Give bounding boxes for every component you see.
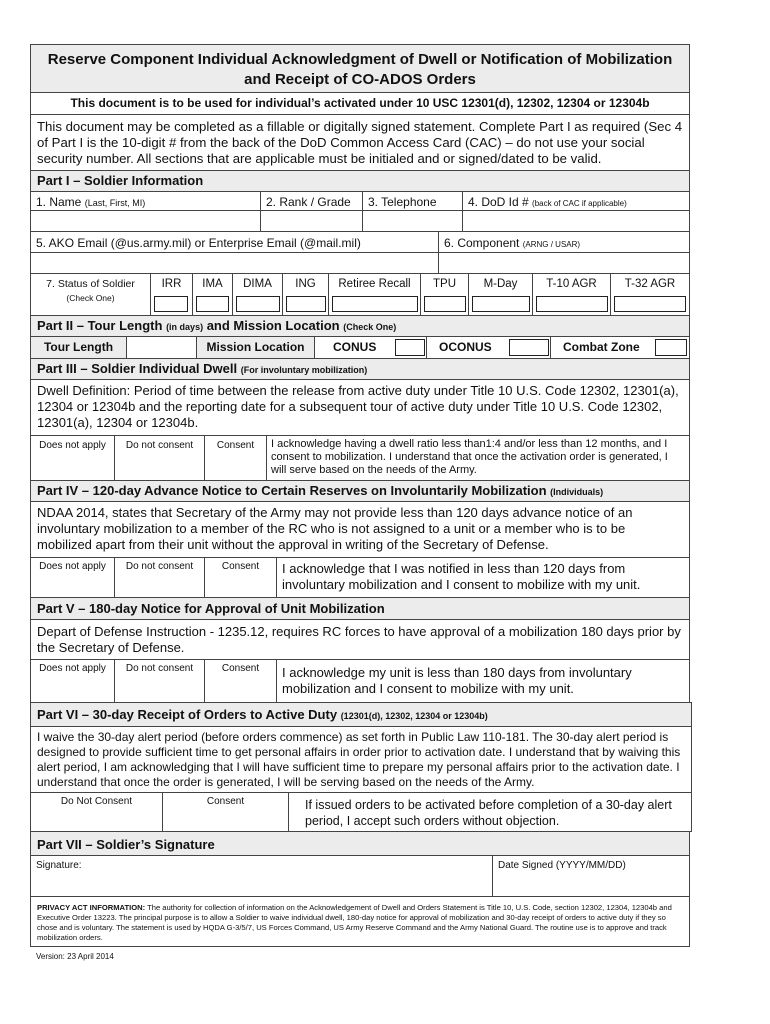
status-label: 7. Status of Soldier bbox=[46, 278, 135, 290]
tour-length-input[interactable] bbox=[126, 336, 196, 358]
status-ing-label: ING bbox=[295, 278, 316, 290]
status-irr-cell bbox=[150, 273, 192, 315]
phone-label: 3. Telephone bbox=[368, 195, 437, 209]
component-label: 6. Component bbox=[444, 236, 520, 250]
part5-opt1-label: Does not apply bbox=[39, 663, 106, 674]
status-retiree-label: Retiree Recall bbox=[338, 278, 411, 290]
conus-cell bbox=[314, 336, 426, 358]
part5-heading bbox=[30, 597, 690, 619]
part3-ack-text: I acknowledge having a dwell ratio less than1:4 and/or less than 12 months, and I consent to mobilization. I understand that once the activation order is generated, I will serve based on the needs of the Army. bbox=[271, 438, 668, 476]
status-t32agr-checkbox[interactable] bbox=[614, 296, 686, 312]
dwell-definition-text: Dwell Definition: Period of time between the release from active duty under Title 10 U.S. Code 12302, 12301(a), 12304 or 12304b and the reporting date for a subsequent tour of active duty under Title 10 U.S. Code 12302, 12301(a), 12304 or 12304b. bbox=[37, 383, 679, 430]
part3-consent[interactable] bbox=[204, 435, 266, 480]
status-retiree-checkbox[interactable] bbox=[332, 296, 418, 312]
status-label-cell bbox=[30, 273, 150, 315]
form-title-line2: and Receipt of CO-ADOS Orders bbox=[244, 71, 476, 88]
status-tpu-label: TPU bbox=[433, 278, 456, 290]
date-signed-field[interactable] bbox=[492, 855, 690, 897]
email-label-cell bbox=[30, 231, 438, 253]
part3-heading-text: Part III – Soldier Individual Dwell bbox=[37, 361, 238, 376]
status-dima-label: DIMA bbox=[243, 278, 272, 290]
part2-heading-hint: (Check One) bbox=[343, 322, 397, 332]
status-t32agr-cell bbox=[610, 273, 690, 315]
part3-heading-hint: (For involuntary mobilization) bbox=[240, 365, 368, 375]
part7-heading bbox=[30, 832, 690, 855]
phone-input[interactable] bbox=[362, 211, 462, 231]
status-t32agr-label: T-32 AGR bbox=[624, 278, 676, 290]
oconus-cell bbox=[426, 336, 550, 358]
part3-opt3-label: Consent bbox=[216, 440, 255, 451]
component-hint: (ARNG / USAR) bbox=[522, 240, 581, 249]
part4-ack bbox=[276, 557, 690, 597]
mission-location-text: Mission Location bbox=[206, 340, 305, 354]
dwell-definition bbox=[30, 379, 690, 435]
part4-opt1-label: Does not apply bbox=[39, 561, 106, 572]
phone-label-cell bbox=[362, 191, 462, 211]
part1-heading-text: Part I – Soldier Information bbox=[37, 173, 204, 188]
part3-ack bbox=[266, 435, 690, 480]
part6-text-content: I waive the 30-day alert period (before orders commence) as set forth in Public Law 110-181. The 30-day alert period is designed to provide sufficient time to get personal affairs in order prior to activation date. I understand that by waiving this alert period, I am acknowledging that I will have sufficient time to prepare my personal affairs prior to the activation date. I understand that once the order is generated, I will be serving based on the needs of the Army. bbox=[37, 730, 681, 789]
privacy-head: PRIVACY ACT INFORMATION: bbox=[37, 903, 146, 912]
combat-zone-label: Combat Zone bbox=[563, 340, 640, 354]
status-ing-checkbox[interactable] bbox=[286, 296, 326, 312]
status-irr-label: IRR bbox=[161, 278, 182, 290]
name-hint: (Last, First, MI) bbox=[84, 198, 146, 208]
version-text: Version: 23 April 2014 bbox=[36, 952, 114, 961]
dodid-label: 4. DoD Id # bbox=[468, 195, 529, 209]
dodid-input[interactable] bbox=[462, 211, 690, 231]
email-input[interactable] bbox=[30, 253, 438, 273]
status-irr-checkbox[interactable] bbox=[154, 296, 188, 312]
version-label bbox=[36, 952, 114, 961]
status-ima-checkbox[interactable] bbox=[196, 296, 229, 312]
status-mday-label: M-Day bbox=[483, 278, 518, 290]
name-label-cell bbox=[30, 191, 260, 211]
part5-ack bbox=[276, 659, 690, 702]
usage-note-text: This document is to be used for individual’s activated under 10 USC 12301(d), 12302, 12304 or 12304b bbox=[70, 96, 650, 110]
part4-do-not-consent[interactable] bbox=[114, 557, 204, 597]
part5-ack-text: I acknowledge my unit is less than 180 days from involuntary mobilization and I consent to mobilize with my unit. bbox=[282, 665, 632, 696]
part6-heading-hint: (12301(d), 12302, 12304 or 12304b) bbox=[340, 711, 488, 721]
mission-location-label bbox=[196, 336, 314, 358]
status-mday-checkbox[interactable] bbox=[472, 296, 530, 312]
part4-consent[interactable] bbox=[204, 557, 276, 597]
usage-note bbox=[30, 92, 690, 114]
status-t10agr-checkbox[interactable] bbox=[536, 296, 608, 312]
part4-ack-text: I acknowledge that I was notified in less than 120 days from involuntary mobilization and I consent to mobilize with my unit. bbox=[282, 561, 641, 592]
status-ima-label: IMA bbox=[202, 278, 223, 290]
part6-opt2-label: Consent bbox=[206, 796, 245, 807]
part3-heading bbox=[30, 358, 690, 379]
part5-text bbox=[30, 619, 690, 659]
part6-heading-text: Part VI – 30-day Receipt of Orders to Active Duty bbox=[37, 707, 338, 722]
part5-text-content: Depart of Defense Instruction - 1235.12, requires RC forces to have approval of a mobilization 180 days prior by the Secretary of Defense. bbox=[37, 624, 681, 655]
part2-heading-text: Part II – Tour Length bbox=[37, 318, 163, 333]
part4-heading-hint: (Individuals) bbox=[550, 487, 604, 497]
signature-field[interactable] bbox=[30, 855, 492, 897]
part4-does-not-apply[interactable] bbox=[30, 557, 114, 597]
component-label-cell bbox=[438, 231, 690, 253]
status-ima-cell bbox=[192, 273, 232, 315]
instructions bbox=[30, 114, 690, 170]
status-retiree-cell bbox=[328, 273, 420, 315]
part6-consent[interactable] bbox=[162, 792, 288, 832]
name-input[interactable] bbox=[30, 211, 260, 231]
status-t10agr-cell bbox=[532, 273, 610, 315]
status-tpu-cell bbox=[420, 273, 468, 315]
part4-opt3-label: Consent bbox=[221, 561, 260, 572]
part5-do-not-consent[interactable] bbox=[114, 659, 204, 702]
combat-zone-cell bbox=[550, 336, 690, 358]
status-t10agr-label: T-10 AGR bbox=[546, 278, 597, 290]
oconus-checkbox[interactable] bbox=[509, 339, 549, 356]
component-input[interactable] bbox=[438, 253, 690, 273]
part6-ack bbox=[288, 792, 692, 832]
part3-does-not-apply[interactable] bbox=[30, 435, 114, 480]
status-ing-cell bbox=[282, 273, 328, 315]
part5-consent[interactable] bbox=[204, 659, 276, 702]
part2-heading bbox=[30, 315, 690, 336]
part4-text-content: NDAA 2014, states that Secretary of the Army may not provide less than 120 days advance notice of an involuntary mobilization to a member of the RC who is not assigned to a unit or a member who is to be mobilized apart from their unit without the approval in writing of the Secretary of Defense. bbox=[37, 505, 633, 552]
part4-heading-text: Part IV – 120-day Advance Notice to Certain Reserves on Involuntarily Mobilization bbox=[37, 483, 547, 498]
part5-opt2-label: Do not consent bbox=[125, 663, 194, 674]
date-signed-label: Date Signed (YYYY/MM/DD) bbox=[498, 860, 626, 871]
rank-label: 2. Rank / Grade bbox=[266, 195, 351, 209]
part4-text bbox=[30, 501, 690, 557]
status-dima-cell bbox=[232, 273, 282, 315]
part6-ack-text: If issued orders to be activated before completion of a 30-day alert period, I accept such orders without objection. bbox=[305, 798, 672, 828]
part1-heading bbox=[30, 170, 690, 191]
dodid-label-cell bbox=[462, 191, 690, 211]
combat-zone-checkbox[interactable] bbox=[655, 339, 687, 356]
rank-label-cell bbox=[260, 191, 362, 211]
form-title-line1: Reserve Component Individual Acknowledgment of Dwell or Notification of Mobilization bbox=[47, 51, 673, 68]
privacy-text: The authority for collection of information on the Acknowledgement of Dwell and Orders Statement is Title 10, U.S. Code, section 12302, 12304, 12304b and Executive Order 13223. The principal purpose is to allow a Soldier to waive individual dwell, 180-day notice for approval of mobilization and 30-day receipt of orders to active duty if they so chose and is voluntary. The statement is used by HQDA G-3/5/7, US Forces Command, US Army Reserve Command and the Army National Guard. The routine use is to approve and track mobilization orders. bbox=[37, 903, 672, 942]
status-hint: (Check One) bbox=[66, 293, 115, 303]
part2-heading-rest: and Mission Location bbox=[206, 318, 340, 333]
part6-heading bbox=[30, 702, 692, 726]
oconus-label: OCONUS bbox=[439, 340, 492, 354]
status-mday-cell bbox=[468, 273, 532, 315]
status-tpu-checkbox[interactable] bbox=[424, 296, 466, 312]
email-label: 5. AKO Email (@us.army.mil) or Enterprise Email (@mail.mil) bbox=[36, 236, 361, 250]
name-label: 1. Name bbox=[36, 195, 82, 209]
part5-heading-text: Part V – 180-day Notice for Approval of Unit Mobilization bbox=[37, 601, 385, 616]
part3-do-not-consent[interactable] bbox=[114, 435, 204, 480]
status-dima-checkbox[interactable] bbox=[236, 296, 280, 312]
dodid-hint: (back of CAC if applicable) bbox=[532, 199, 627, 208]
instructions-text: This document may be completed as a fillable or digitally signed statement. Complete Part I as required (Sec 4 of Part I is the 10-digit # from the back of the DoD Common Access Card (CAC) – do not use your social security number. All sections that are applicable must be initialed and or signed/dated to be valid. bbox=[37, 119, 683, 166]
rank-input[interactable] bbox=[260, 211, 362, 231]
part4-opt2-label: Do not consent bbox=[125, 561, 194, 572]
part3-opt2-label: Do not consent bbox=[125, 440, 194, 451]
tour-length-text: Tour Length bbox=[43, 340, 114, 354]
conus-label: CONUS bbox=[333, 340, 377, 354]
part5-does-not-apply[interactable] bbox=[30, 659, 114, 702]
privacy-act bbox=[30, 897, 690, 947]
tour-length-label bbox=[30, 336, 126, 358]
conus-checkbox[interactable] bbox=[395, 339, 425, 356]
part7-heading-text: Part VII – Soldier’s Signature bbox=[37, 837, 215, 852]
part6-text bbox=[30, 726, 692, 792]
part3-opt1-label: Does not apply bbox=[39, 440, 106, 451]
signature-label: Signature: bbox=[36, 860, 82, 871]
part6-opt1-label: Do Not Consent bbox=[60, 796, 133, 807]
part6-do-not-consent[interactable] bbox=[30, 792, 162, 832]
part4-heading bbox=[30, 480, 690, 501]
part2-heading-days: (in days) bbox=[166, 322, 204, 332]
part5-opt3-label: Consent bbox=[221, 663, 260, 674]
form-title bbox=[30, 44, 690, 92]
